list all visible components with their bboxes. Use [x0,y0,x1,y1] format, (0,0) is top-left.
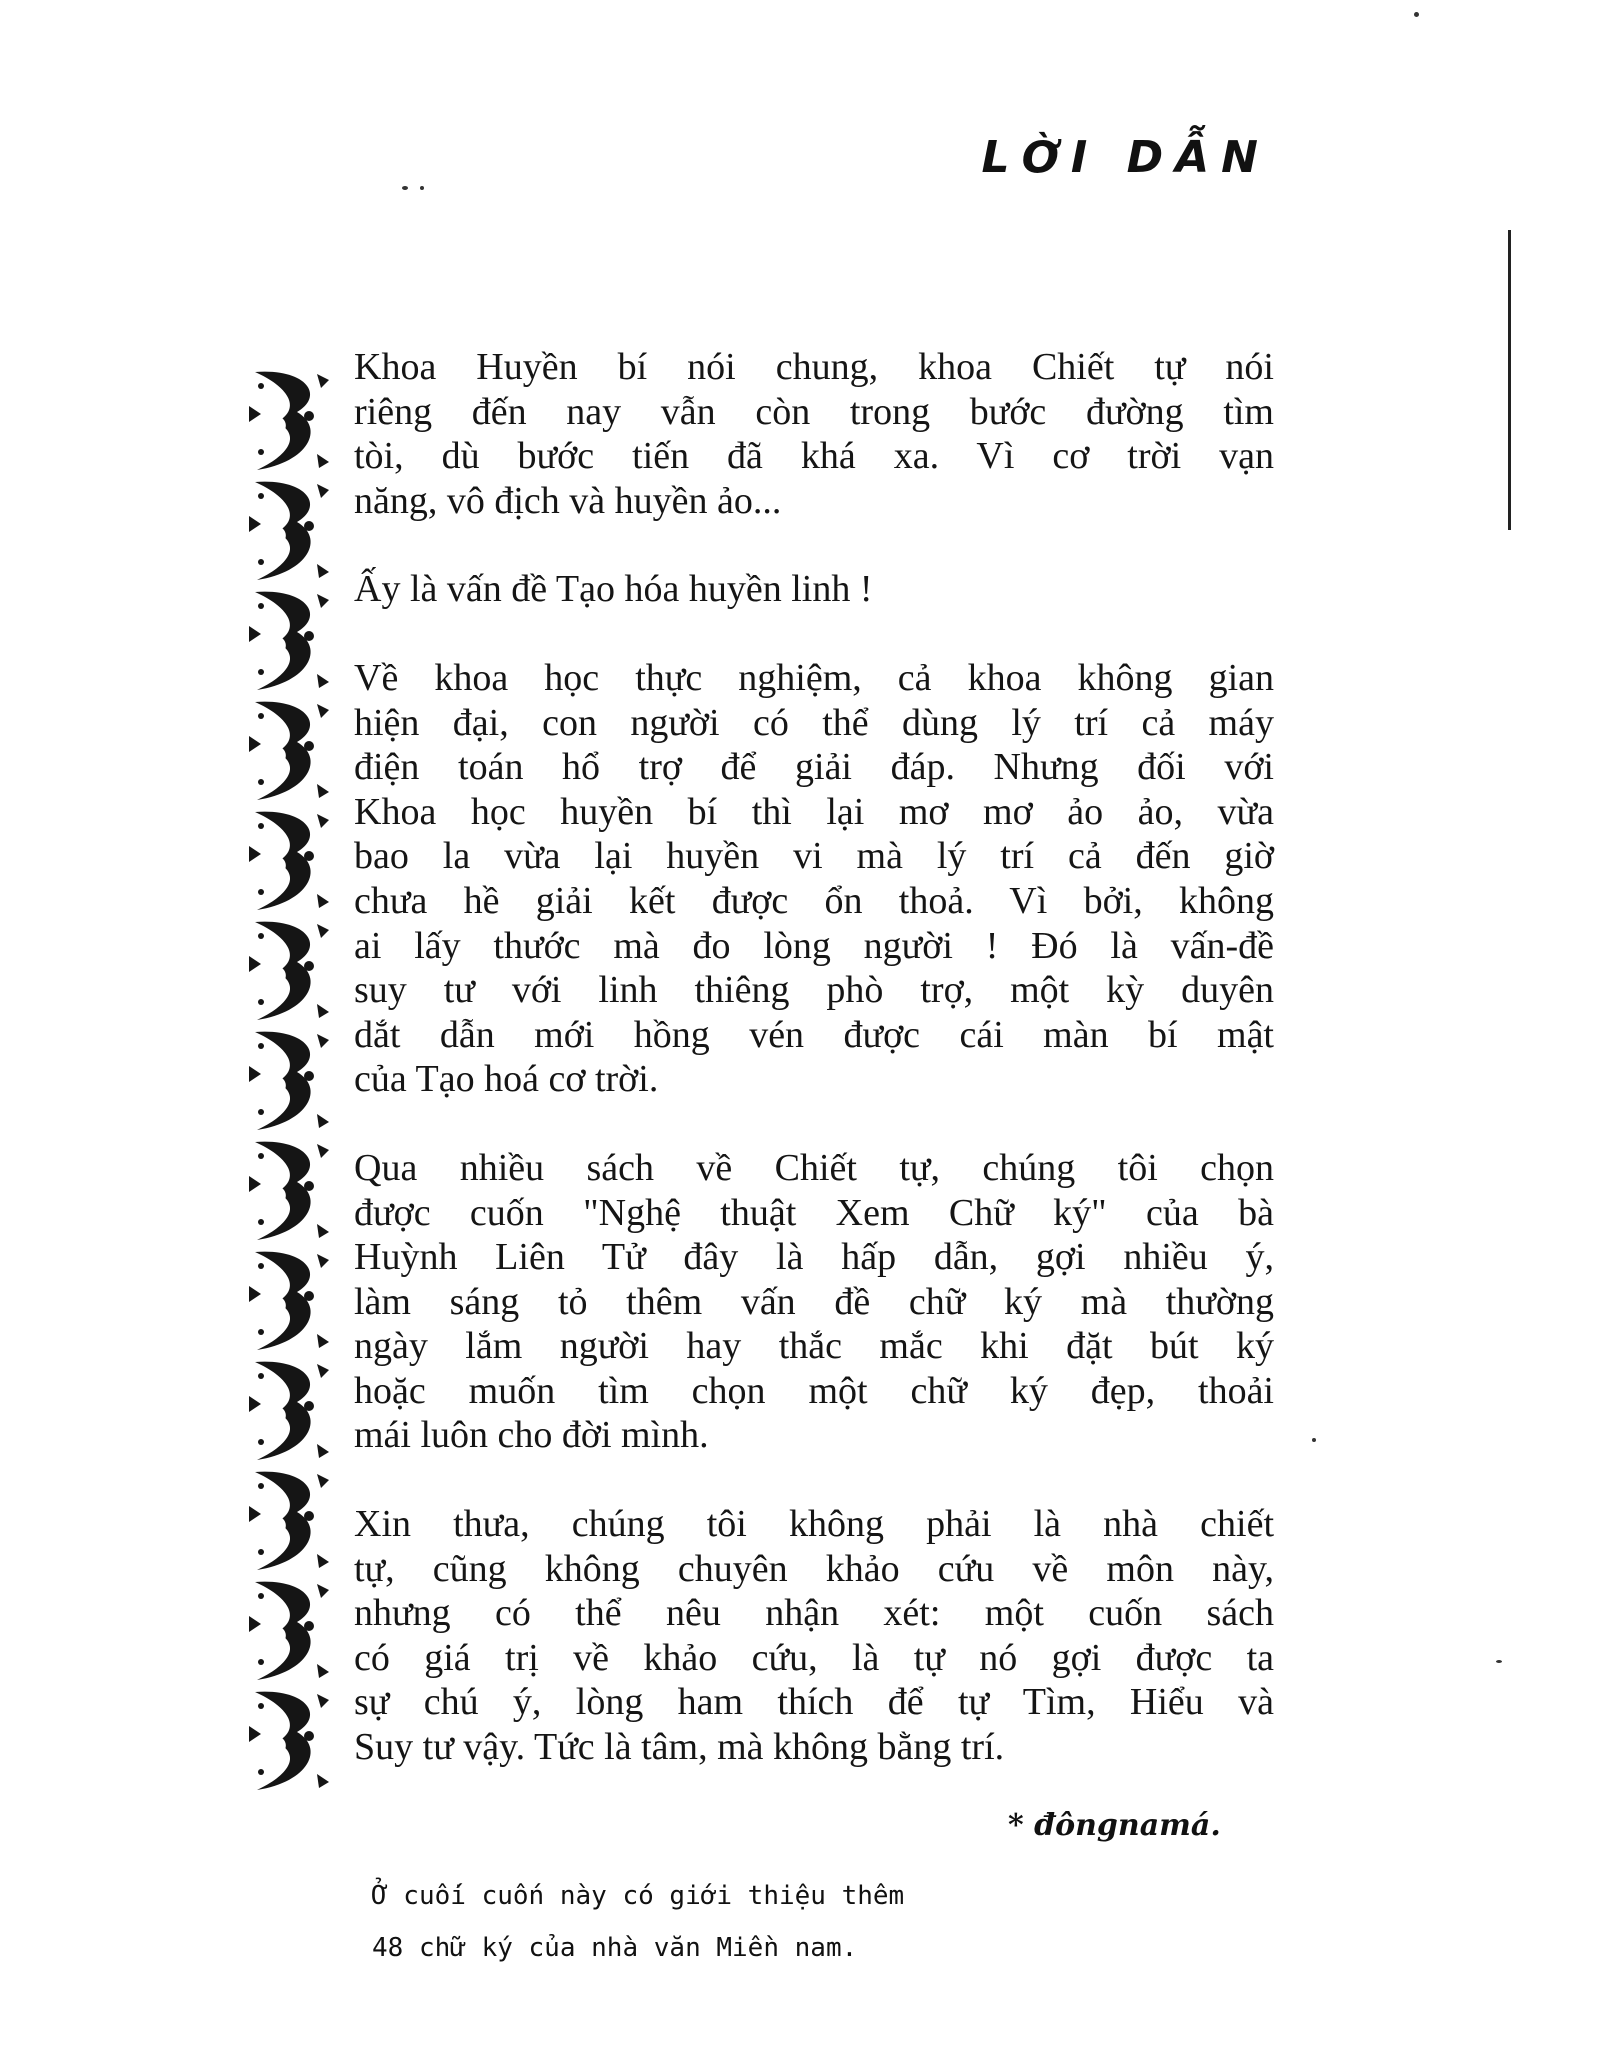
text-line: của Tạo hoá cơ trời. [354,1058,659,1101]
text-line: Về khoa học thực nghiệm, cả khoa không gian [354,656,1274,699]
paragraph [354,567,1274,612]
text-line: bao la vừa lại huyền vi mà lý trí cả đến giờ [354,835,1274,878]
text-line: được cuốn "Nghệ thuật Xem Chữ ký" của bà [354,1191,1274,1234]
text-line: sự chú ý, lòng ham thích để tự Tìm, Hiểu và [354,1681,1274,1724]
text-line: Huỳnh Liên Tử đây là hấp dẫn, gợi nhiều ý, [354,1236,1274,1279]
paragraph [354,1502,1274,1770]
text-line: tòi, dù bước tiến đã khá xa. Vì cơ trời vạn [354,435,1274,478]
ornamental-border [247,366,331,1796]
text-line: Suy tư vậy. Tức là tâm, mà không bằng trí. [354,1726,1005,1769]
author-signature: * đôngnamá. [1008,1808,1221,1843]
footnote [372,1870,904,1974]
text-line: tự, cũng không chuyên khảo cứu về môn này, [354,1547,1274,1590]
text-line: nhưng có thể nêu nhận xét: một cuốn sách [354,1592,1274,1635]
text-line: hiện đại, con người có thể dùng lý trí cả máy [354,701,1274,744]
scan-speck [1414,12,1419,17]
page-heading: LỜI DẪN [981,132,1270,183]
text-line: Ấy là vấn đề Tạo hóa huyền linh ! [354,568,873,611]
scan-speck [1312,1438,1316,1442]
footnote-line: 48 chữ ký của nhà văn Miền nam. [372,1933,858,1963]
text-line: làm sáng tỏ thêm vấn đề chữ ký mà thường [354,1280,1274,1323]
text-line: năng, vô địch và huyền ảo... [354,479,782,522]
text-line: ngày lắm người hay thắc mắc khi đặt bút ký [354,1325,1274,1368]
text-line: Khoa Huyền bí nói chung, khoa Chiết tự nói [354,346,1274,388]
text-line: suy tư với linh thiêng phò trợ, một kỳ duyên [354,969,1274,1012]
scan-speck [1496,1660,1502,1663]
foreword-body [354,345,1274,1814]
paragraph [354,656,1274,1102]
text-line: hoặc muốn tìm chọn một chữ ký đẹp, thoải [354,1369,1274,1412]
text-line: Khoa học huyền bí thì lại mơ mơ ảo ảo, vừa [354,790,1274,833]
text-line: dắt dẫn mới hồng vén được cái màn bí mật [354,1013,1274,1056]
text-line: Qua nhiều sách về Chiết tự, chúng tôi chọn [354,1146,1274,1189]
text-line: điện toán hổ trợ để giải đáp. Nhưng đối với [354,746,1274,789]
text-line: chưa hề giải kết được ổn thoả. Vì bởi, không [354,879,1274,922]
text-line: riêng đến nay vẫn còn trong bước đường tìm [354,390,1274,433]
scan-speck [420,186,424,190]
text-line: có giá trị về khảo cứu, là tự nó gợi được ta [354,1636,1274,1679]
paragraph [354,345,1274,523]
margin-scan-line [1508,230,1511,530]
paragraph [354,1146,1274,1458]
scan-speck [402,186,408,190]
text-line: mái luôn cho đời mình. [354,1414,709,1457]
text-line: ai lấy thước mà đo lòng người ! Đó là vấn-đề [354,924,1274,967]
text-line: Xin thưa, chúng tôi không phải là nhà chiết [354,1503,1274,1546]
footnote-line: Ở cuối cuốn này có giới thiệu thêm [372,1881,905,1911]
